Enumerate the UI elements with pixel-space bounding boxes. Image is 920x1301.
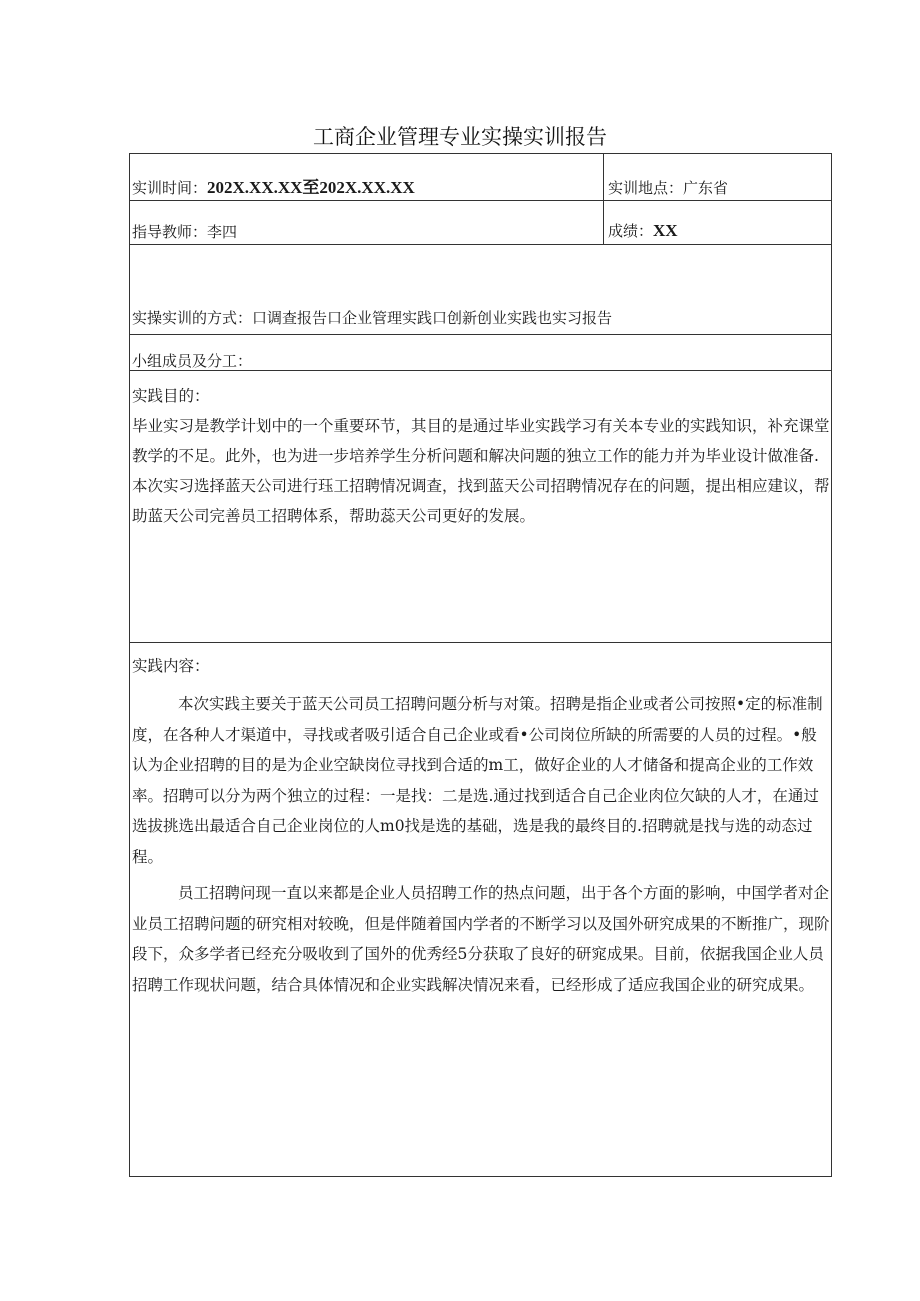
row-divider [130,334,831,335]
column-divider [603,154,604,245]
training-location: 实训地点：广东省 [608,179,729,197]
training-time [132,178,415,198]
row-divider [130,200,831,201]
document-title: 工商企业管理专业实操实训报告 [313,125,607,149]
content-section [132,651,832,1000]
purpose-paragraph: 本次实习选择蓝天公司进行珏工招聘情况调查，找到蓝天公司招聘情况存在的问题，提出相应建议，帮助蓝天公司完善员工招聘体系，帮助蕊天公司更好的发展。 [132,477,830,525]
grade-label: 成绩： [608,222,654,240]
purpose-section [132,381,832,531]
training-time-label: 实训时间： [132,179,208,197]
training-method: 实操实训的方式：口调查报告口企业管理实践口创新创业实践也实习报告 [132,309,613,327]
content-paragraph: 员工招聘问现一直以来都是企业人员招聘工作的热点问题，出于各个方面的影响，中国学者对企业员工招聘问题的研究相对较晚，但是伴随着国内学者的不断学习以及国外研究成果的不断推广，现阶段下，众多学者已经充分吸收到了国外的优秀经5分获取了良好的研窕成果。目前，依据我国企业人员招聘工作现状问题，结合具体情况和企业实践解决情况来看，已经形成了适应我国企业的研究成果。 [132,884,830,994]
content-heading: 实践内容： [132,657,210,675]
purpose-heading: 实践目的： [132,387,210,405]
purpose-paragraph: 毕业实习是教学计划中的一个重要环节，其目的是通过毕业实践学习有关本专业的实践知识，补充课堂教学的不足。此外，也为进一步培养学生分析问题和解决问题的独立工作的能力并为毕业设计做准备. [132,417,830,465]
content-paragraph: 本次实践主要关于蓝天公司员工招聘问题分析与对策。招聘是指企业或者公司按照•定的标准制度，在各种人才渠道中，寻找或者吸引适合自己企业或看•公司岗位所缺的所需要的人员的过程。•般认为企业招聘的目的是为企业空缺岗位寻找到合适的m工，做好企业的人才储备和提高企业的工作效率。招聘可以分为两个独立的过程：一是找：二是选.通过找到适合自己企业肉位欠缺的人才，在通过选拔挑选出最适合自己企业岗位的人m0找是选的基础，选是我的最终目的.招聘就是找与选的动态过程。 [132,695,823,866]
training-time-value: 202X.XX.XX至202X.XX.XX [207,178,415,197]
row-divider [130,244,831,245]
group-members: 小组成员及分工： [132,352,253,370]
instructor: 指导教师：李四 [132,223,238,241]
grade-value: XX [653,221,678,240]
grade [608,221,678,241]
row-divider [130,642,831,643]
report-table [129,153,832,1177]
